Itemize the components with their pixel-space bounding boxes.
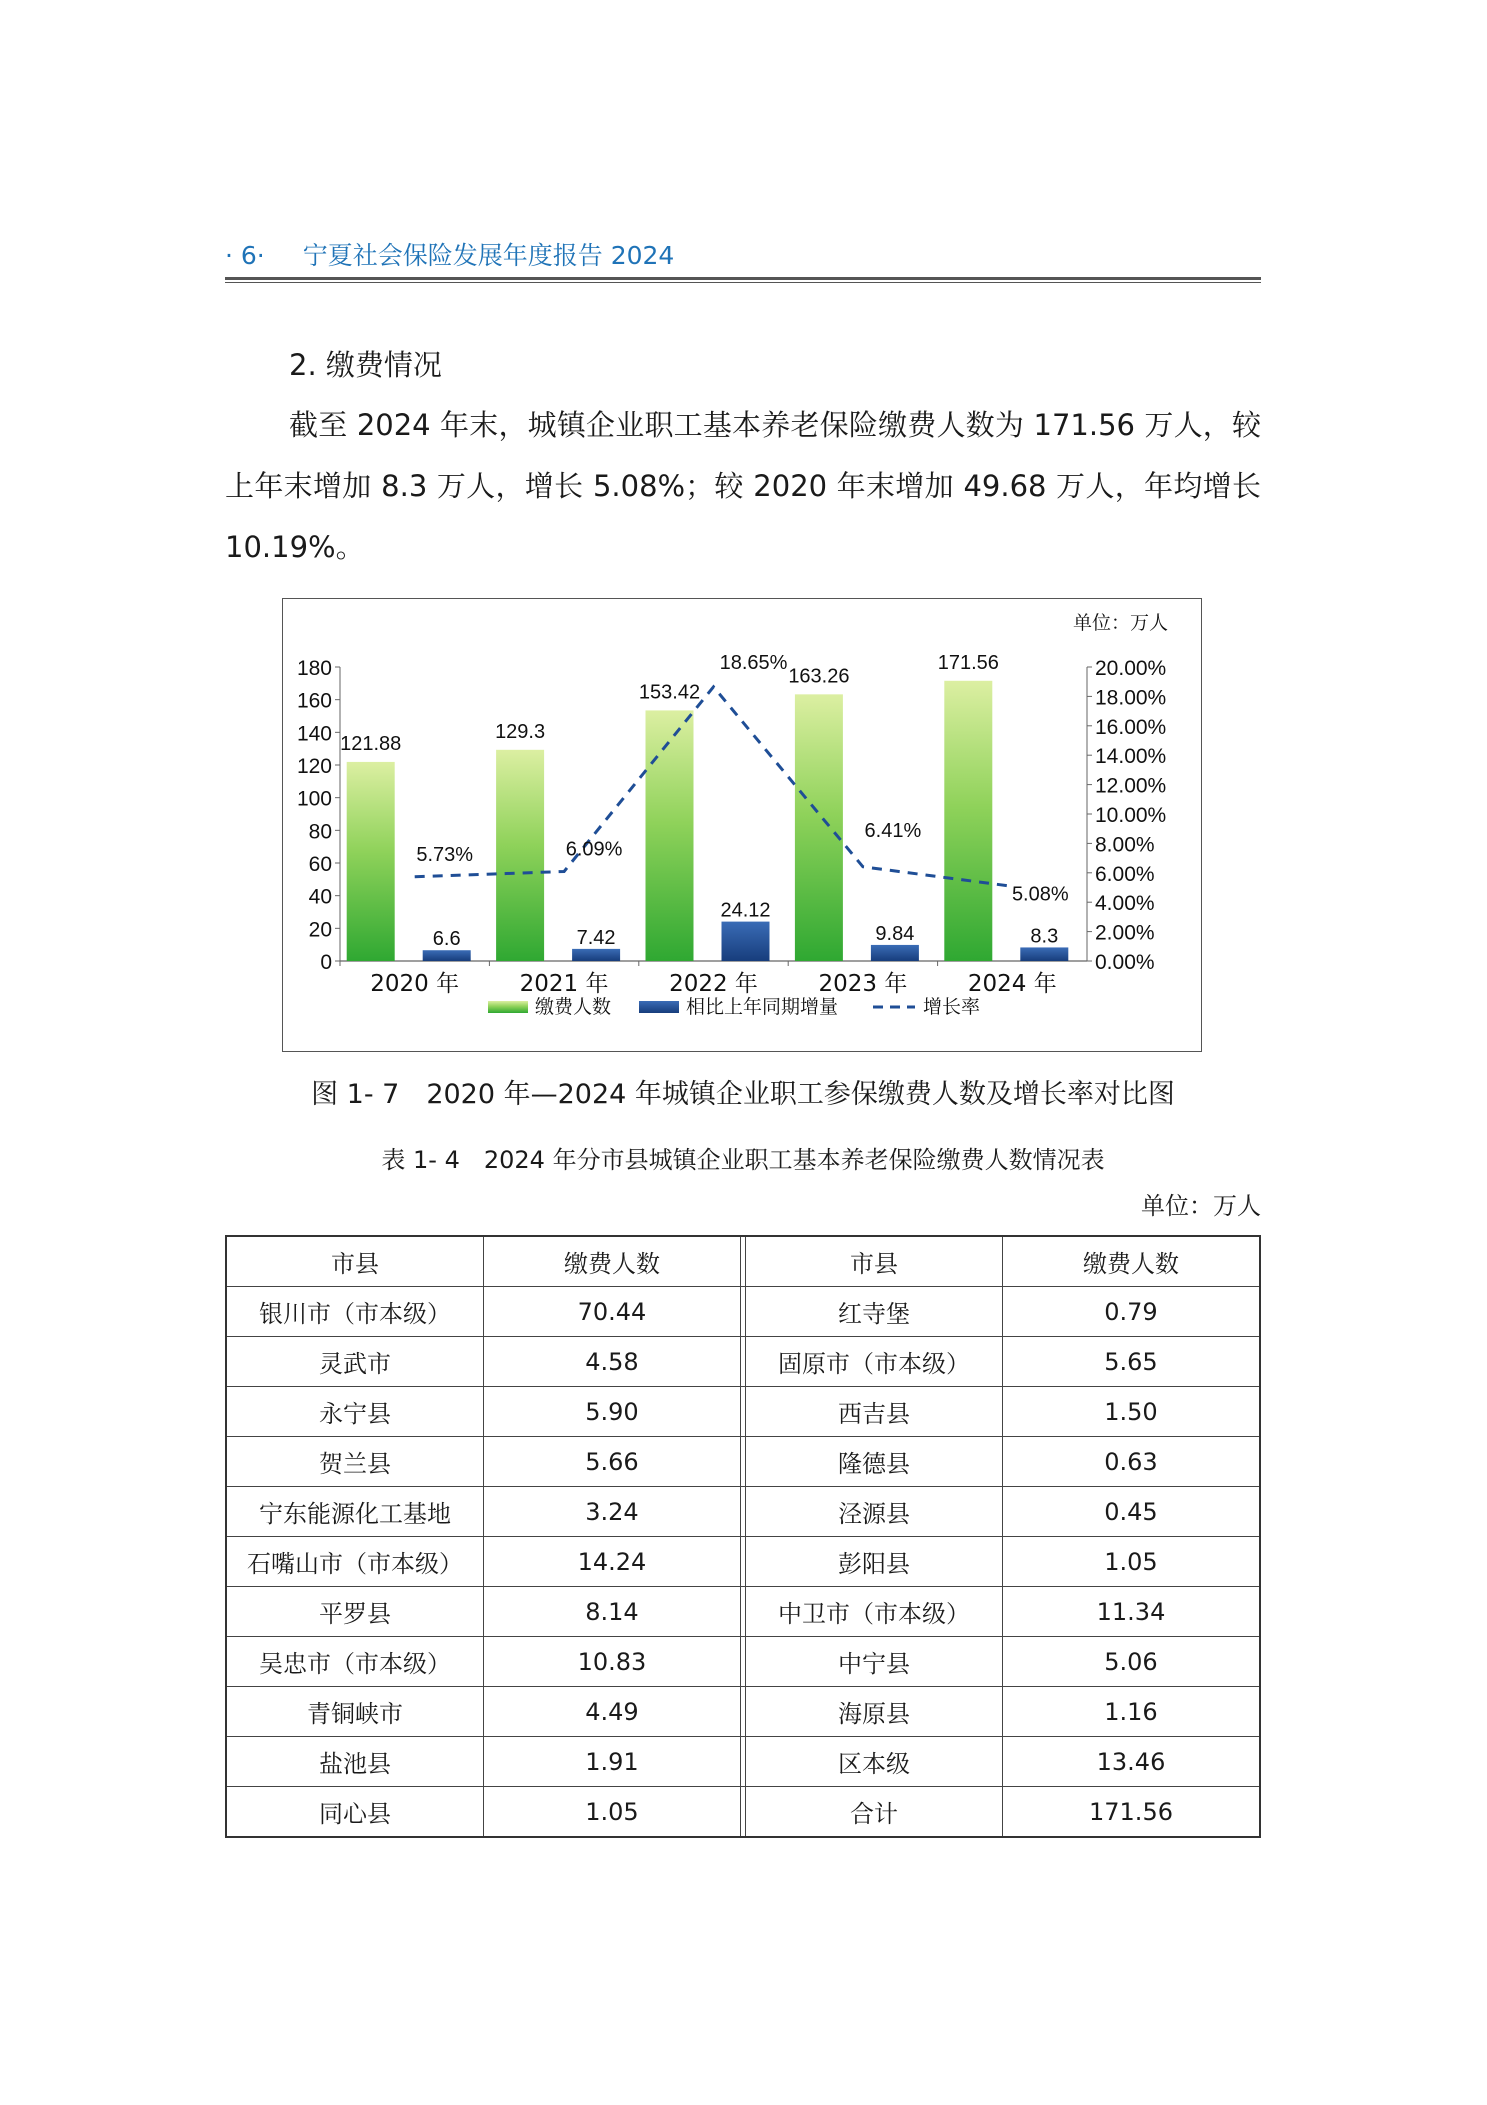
county-cell: 盐池县 [226, 1737, 483, 1787]
chart [282, 598, 1202, 1052]
growth-rate-label: 5.73% [416, 843, 474, 866]
x-tick-label: 2021 年 [519, 971, 609, 997]
table-body [226, 1287, 1260, 1838]
right-tick-label: 10.00% [1095, 804, 1167, 827]
bar-payers [347, 762, 395, 961]
x-tick-label: 2022 年 [669, 971, 758, 997]
county-cell: 红寺堡 [746, 1287, 1003, 1337]
count-cell: 4.49 [483, 1687, 740, 1737]
header-county: 市县 [226, 1236, 483, 1287]
growth-rate-label: 5.08% [1011, 883, 1069, 906]
county-cell: 吴忠市（市本级） [226, 1637, 483, 1687]
table-row [226, 1387, 1260, 1437]
count-cell: 1.16 [1002, 1687, 1260, 1737]
count-cell: 1.50 [1002, 1387, 1260, 1437]
table-row [226, 1637, 1260, 1687]
bar-payers-label: 163.26 [788, 665, 850, 688]
table-caption: 表 1- 4 2024 年分市县城镇企业职工基本养老保险缴费人数情况表 [381, 1146, 1105, 1174]
table-row [226, 1437, 1260, 1487]
bar-increase [423, 950, 471, 961]
bar-increase [871, 945, 919, 961]
right-tick-label: 16.00% [1095, 715, 1167, 739]
table-row [226, 1487, 1260, 1537]
county-cell: 中卫市（市本级） [746, 1587, 1003, 1637]
county-cell: 固原市（市本级） [746, 1337, 1003, 1387]
count-cell: 1.05 [483, 1787, 740, 1838]
left-tick-label: 40 [308, 885, 332, 909]
right-tick-label: 2.00% [1095, 921, 1155, 945]
header-rule [225, 277, 1261, 283]
right-tick-label: 4.00% [1095, 892, 1155, 916]
left-tick-label: 120 [296, 755, 332, 778]
bar-payers-label: 129.3 [495, 720, 546, 743]
right-tick-label: 8.00% [1095, 833, 1155, 857]
bar-payers [646, 710, 694, 961]
county-cell: 隆德县 [746, 1437, 1003, 1487]
table-row [226, 1787, 1260, 1838]
legend-rate-label: 增长率 [923, 996, 981, 1018]
left-tick-label: 100 [296, 787, 332, 811]
count-cell: 0.45 [1002, 1487, 1260, 1537]
growth-rate-label: 6.09% [565, 838, 623, 861]
county-cell: 永宁县 [226, 1387, 483, 1437]
bar-increase-label: 7.42 [576, 926, 616, 949]
county-cell: 合计 [746, 1787, 1003, 1838]
count-cell: 4.58 [483, 1337, 740, 1387]
count-cell: 1.91 [483, 1737, 740, 1787]
bar-increase-label: 9.84 [875, 922, 915, 945]
county-cell: 平罗县 [226, 1587, 483, 1637]
county-cell: 同心县 [226, 1787, 483, 1838]
legend-payers-swatch [488, 1001, 528, 1013]
x-tick-label: 2024 年 [967, 971, 1057, 997]
count-cell: 5.66 [483, 1437, 740, 1487]
table-unit: 单位：万人 [1141, 1192, 1261, 1220]
count-cell: 171.56 [1002, 1787, 1260, 1838]
growth-rate-label: 18.65% [719, 651, 788, 674]
count-cell: 11.34 [1002, 1587, 1260, 1637]
page-number: · 6· [225, 241, 265, 270]
left-tick-label: 20 [308, 918, 332, 942]
paragraph-text: 截至 2024 年末，城镇企业职工基本养老保险缴费人数为 171.56 万人，较上年末增加 8.3 万人，增长 5.08%；较 2020 年末增加 49.68 万人，年均增长 10.19%。 [225, 408, 1261, 564]
table-row [226, 1287, 1260, 1337]
bar-payers [944, 681, 992, 961]
table-row [226, 1537, 1260, 1587]
header-text [225, 236, 674, 272]
table-row [226, 1687, 1260, 1737]
bar-payers [795, 694, 843, 961]
left-tick-label: 60 [308, 853, 332, 876]
county-cell: 海原县 [746, 1687, 1003, 1737]
right-tick-label: 20.00% [1095, 657, 1167, 680]
count-cell: 5.06 [1002, 1637, 1260, 1687]
table-row [226, 1587, 1260, 1637]
county-cell: 泾源县 [746, 1487, 1003, 1537]
legend-payers-label: 缴费人数 [535, 996, 612, 1018]
table-row [226, 1337, 1260, 1387]
x-tick-label: 2020 年 [370, 971, 460, 997]
count-cell: 5.90 [483, 1387, 740, 1437]
bar-increase [572, 949, 620, 961]
bar-payers-label: 121.88 [340, 732, 402, 755]
left-tick-label: 80 [308, 820, 332, 844]
right-tick-label: 18.00% [1095, 686, 1167, 710]
county-cell: 银川市（市本级） [226, 1287, 483, 1337]
left-tick-label: 180 [296, 657, 332, 680]
count-cell: 0.63 [1002, 1437, 1260, 1487]
left-tick-label: 0 [320, 951, 332, 974]
right-tick-label: 12.00% [1095, 774, 1167, 798]
bar-increase-label: 24.12 [720, 899, 771, 922]
count-cell: 1.05 [1002, 1537, 1260, 1587]
bar-increase [722, 922, 770, 961]
county-cell: 西吉县 [746, 1387, 1003, 1437]
x-tick-label: 2023 年 [818, 971, 908, 997]
county-cell: 灵武市 [226, 1337, 483, 1387]
bar-payers-label: 153.42 [638, 681, 701, 704]
chart-unit-label: 单位：万人 [1072, 612, 1168, 634]
bar-payers-label: 171.56 [937, 651, 999, 674]
legend-increase-label: 相比上年同期增量 [686, 996, 839, 1018]
count-cell: 14.24 [483, 1537, 740, 1587]
bar-payers [496, 750, 544, 961]
figure-caption: 图 1- 7 2020 年—2024 年城镇企业职工参保缴费人数及增长率对比图 [311, 1079, 1175, 1110]
county-cell: 石嘴山市（市本级） [226, 1537, 483, 1587]
bar-increase-label: 8.3 [1030, 925, 1059, 948]
growth-rate-label: 6.41% [864, 819, 922, 842]
page-header [225, 232, 1261, 292]
bar-increase-label: 6.6 [432, 928, 461, 951]
table-row [226, 1737, 1260, 1787]
header-count: 缴费人数 [483, 1236, 740, 1287]
county-cell: 彭阳县 [746, 1537, 1003, 1587]
county-cell: 中宁县 [746, 1637, 1003, 1687]
count-cell: 8.14 [483, 1587, 740, 1637]
county-cell: 青铜峡市 [226, 1687, 483, 1737]
right-tick-label: 0.00% [1095, 951, 1155, 974]
body-text [225, 335, 1261, 578]
left-tick-label: 160 [296, 689, 332, 713]
chart-svg [283, 599, 1201, 1051]
legend-increase-swatch [639, 1001, 679, 1013]
right-tick-label: 14.00% [1095, 745, 1167, 769]
header-count: 缴费人数 [1002, 1236, 1260, 1287]
county-cell: 贺兰县 [226, 1437, 483, 1487]
left-tick-label: 140 [296, 722, 332, 746]
payment-table [225, 1235, 1261, 1838]
paragraph [225, 395, 1261, 578]
count-cell: 13.46 [1002, 1737, 1260, 1787]
section-title: 2. 缴费情况 [289, 348, 442, 382]
county-cell: 宁东能源化工基地 [226, 1487, 483, 1537]
county-cell: 区本级 [746, 1737, 1003, 1787]
table-header-row [226, 1236, 1260, 1287]
count-cell: 3.24 [483, 1487, 740, 1537]
count-cell: 70.44 [483, 1287, 740, 1337]
bar-increase [1020, 947, 1068, 961]
count-cell: 0.79 [1002, 1287, 1260, 1337]
right-tick-label: 6.00% [1095, 862, 1155, 886]
report-title: 宁夏社会保险发展年度报告 2024 [302, 241, 675, 270]
header-county: 市县 [746, 1236, 1003, 1287]
count-cell: 5.65 [1002, 1337, 1260, 1387]
count-cell: 10.83 [483, 1637, 740, 1687]
